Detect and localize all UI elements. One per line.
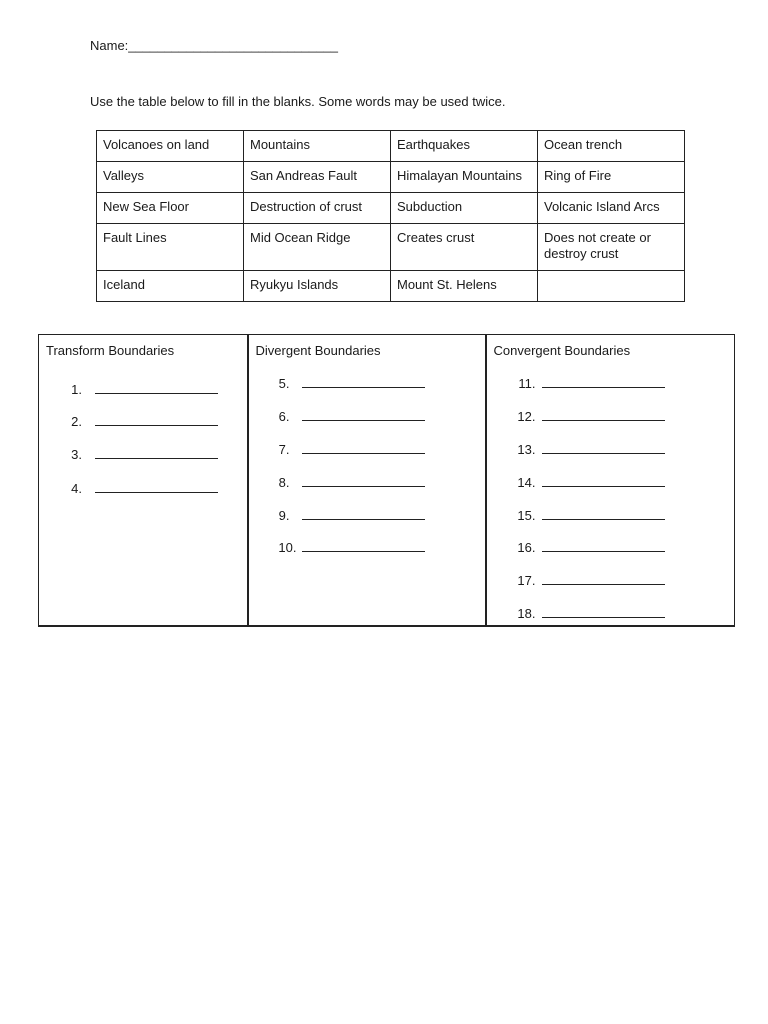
word-bank-cell: Mount St. Helens bbox=[391, 271, 538, 302]
answer-blank-7[interactable] bbox=[276, 441, 426, 457]
transform-boundaries-column bbox=[39, 335, 248, 627]
answer-number: 17. bbox=[517, 573, 536, 588]
answer-number: 11. bbox=[518, 376, 536, 391]
answer-line[interactable] bbox=[542, 605, 665, 618]
answer-blank-17[interactable] bbox=[516, 572, 666, 588]
answer-line[interactable] bbox=[95, 480, 218, 493]
answer-line[interactable] bbox=[302, 539, 425, 552]
answer-blank-3[interactable] bbox=[68, 446, 218, 462]
word-bank-row bbox=[97, 271, 685, 302]
answer-number: 13. bbox=[517, 442, 536, 457]
answer-line[interactable] bbox=[95, 413, 218, 426]
word-bank-row bbox=[97, 193, 685, 224]
answer-blank-14[interactable] bbox=[516, 474, 666, 490]
answer-line[interactable] bbox=[542, 408, 665, 421]
word-bank-cell: Earthquakes bbox=[391, 131, 538, 162]
answer-line[interactable] bbox=[95, 446, 218, 459]
answer-blank-5[interactable] bbox=[276, 375, 426, 391]
answer-number: 16. bbox=[517, 540, 536, 555]
word-bank-row bbox=[97, 224, 685, 271]
answer-number: 12. bbox=[517, 409, 536, 424]
word-bank-cell: Mountains bbox=[244, 131, 391, 162]
word-bank-cell: Ocean trench bbox=[538, 131, 685, 162]
answer-number: 6. bbox=[278, 409, 290, 424]
word-bank-row bbox=[97, 131, 685, 162]
answer-blank-8[interactable] bbox=[276, 474, 426, 490]
word-bank-row bbox=[97, 162, 685, 193]
answer-line[interactable] bbox=[542, 539, 665, 552]
answer-blank-18[interactable] bbox=[516, 605, 666, 621]
divergent-boundaries-title: Divergent Boundaries bbox=[255, 343, 381, 358]
answer-number: 3. bbox=[71, 447, 82, 462]
answer-blank-11[interactable] bbox=[516, 375, 666, 391]
word-bank-cell-empty bbox=[538, 271, 685, 302]
answer-number: 5. bbox=[278, 376, 290, 391]
word-bank-cell: Iceland bbox=[97, 271, 244, 302]
word-bank-table bbox=[96, 130, 685, 302]
answer-line[interactable] bbox=[302, 408, 425, 421]
word-bank-cell: Himalayan Mountains bbox=[391, 162, 538, 193]
answer-number: 18. bbox=[517, 606, 536, 621]
answer-line[interactable] bbox=[302, 474, 425, 487]
word-bank-cell: New Sea Floor bbox=[97, 193, 244, 224]
answer-blank-4[interactable] bbox=[68, 480, 218, 496]
word-bank-cell: Subduction bbox=[391, 193, 538, 224]
boundaries-table bbox=[38, 334, 735, 627]
answer-blank-6[interactable] bbox=[276, 408, 426, 424]
answer-line[interactable] bbox=[95, 381, 218, 394]
word-bank-cell: Valleys bbox=[97, 162, 244, 193]
convergent-boundaries-column bbox=[486, 335, 735, 627]
answer-line[interactable] bbox=[542, 441, 665, 454]
answer-number: 9. bbox=[278, 508, 290, 523]
answer-line[interactable] bbox=[542, 375, 665, 388]
answer-number: 15. bbox=[517, 508, 536, 523]
answer-line[interactable] bbox=[302, 441, 425, 454]
instructions-text: Use the table below to fill in the blanks. Some words may be used twice. bbox=[90, 94, 506, 109]
answer-number: 7. bbox=[278, 442, 290, 457]
answer-blank-16[interactable] bbox=[516, 539, 666, 555]
answer-blank-15[interactable] bbox=[516, 507, 666, 523]
answer-number: 8. bbox=[278, 475, 290, 490]
answer-number: 1. bbox=[71, 382, 82, 397]
answer-number: 4. bbox=[71, 481, 82, 496]
transform-boundaries-title: Transform Boundaries bbox=[46, 343, 175, 358]
name-field[interactable]: Name:_____________________________ bbox=[90, 38, 338, 53]
convergent-boundaries-title: Convergent Boundaries bbox=[493, 343, 631, 358]
word-bank-cell: Ring of Fire bbox=[538, 162, 685, 193]
answer-number: 10. bbox=[278, 540, 297, 555]
divergent-boundaries-column bbox=[248, 335, 486, 627]
word-bank-cell: Does not create or destroy crust bbox=[538, 224, 685, 271]
word-bank-cell: San Andreas Fault bbox=[244, 162, 391, 193]
answer-blank-12[interactable] bbox=[516, 408, 666, 424]
answer-line[interactable] bbox=[542, 474, 665, 487]
word-bank-cell: Creates crust bbox=[391, 224, 538, 271]
word-bank-cell: Ryukyu Islands bbox=[244, 271, 391, 302]
answer-line[interactable] bbox=[302, 375, 425, 388]
answer-line[interactable] bbox=[542, 507, 665, 520]
answer-blank-2[interactable] bbox=[68, 413, 218, 429]
answer-blank-9[interactable] bbox=[276, 507, 426, 523]
answer-number: 2. bbox=[71, 414, 82, 429]
answer-blank-13[interactable] bbox=[516, 441, 666, 457]
answer-number: 14. bbox=[517, 475, 536, 490]
answer-line[interactable] bbox=[542, 572, 665, 585]
word-bank-cell: Fault Lines bbox=[97, 224, 244, 271]
word-bank-cell: Destruction of crust bbox=[244, 193, 391, 224]
answer-blank-10[interactable] bbox=[276, 539, 426, 555]
word-bank-cell: Volcanic Island Arcs bbox=[538, 193, 685, 224]
word-bank-cell: Volcanoes on land bbox=[97, 131, 244, 162]
answer-line[interactable] bbox=[302, 507, 425, 520]
word-bank-cell: Mid Ocean Ridge bbox=[244, 224, 391, 271]
answer-blank-1[interactable] bbox=[68, 381, 218, 397]
